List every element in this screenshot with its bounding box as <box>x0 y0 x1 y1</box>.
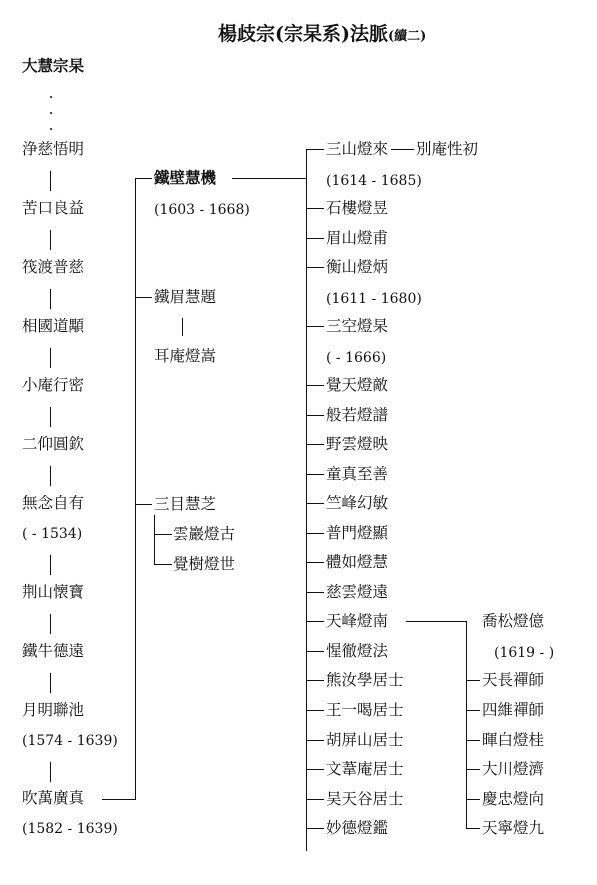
connector <box>306 621 324 622</box>
connector <box>306 592 324 593</box>
node-meishan: 眉山燈甫 <box>326 229 389 247</box>
node-tianning: 天寧燈九 <box>482 819 545 837</box>
node-dachuan: 大川燈濟 <box>482 760 545 778</box>
page-title: 楊歧宗(宗杲系)法脈(續二) <box>218 23 427 45</box>
node-miaode: 妙德燈鑑 <box>326 819 389 837</box>
node-eryang: 二仰圓欽 <box>22 435 85 453</box>
connector <box>466 769 480 770</box>
node-kukou: 苦口良益 <box>22 199 85 217</box>
node-bore: 般若燈譜 <box>326 406 389 424</box>
connector <box>50 555 51 575</box>
node-yueming: 月明聯池 <box>22 701 85 719</box>
dates-hengshan: (1611 - 1680) <box>326 291 422 307</box>
connector <box>406 621 467 622</box>
node-siwei: 四維禪師 <box>482 701 545 719</box>
node-xingche: 惺徹燈法 <box>326 642 389 660</box>
node-tongzhen: 童真至善 <box>326 465 389 483</box>
node-jingshan: 荆山懐寶 <box>22 583 85 601</box>
connector <box>306 562 324 563</box>
node-ciyun: 慈雲燈遠 <box>326 583 389 601</box>
node-wunian: 無念自有 <box>22 494 85 512</box>
connector <box>306 651 324 652</box>
connector <box>135 297 152 298</box>
connector <box>306 533 324 534</box>
connector <box>306 149 324 150</box>
connector <box>50 289 51 309</box>
node-chuiwan: 吹萬廣真 <box>22 789 85 807</box>
connector <box>466 740 480 741</box>
node-shilou: 石樓燈昱 <box>326 199 389 217</box>
connector <box>466 680 480 681</box>
connector <box>50 230 51 250</box>
dates-sanshan: (1614 - 1685) <box>326 173 422 189</box>
connector <box>306 444 324 445</box>
node-tieniu: 鐵牛德遠 <box>22 642 85 660</box>
node-jingci: 浄慈悟明 <box>22 140 85 158</box>
connector <box>306 326 324 327</box>
node-qiaosong: 喬松燈億 <box>482 612 545 630</box>
node-hupingshan: 胡屏山居士 <box>326 731 404 749</box>
node-xiangguo: 相國道顒 <box>22 317 85 335</box>
connector <box>135 178 136 800</box>
node-qingzhong: 慶忠燈向 <box>482 790 545 808</box>
connector <box>306 799 324 800</box>
connector <box>306 503 324 504</box>
connector <box>135 504 152 505</box>
node-huibai: 暉白燈桂 <box>482 731 545 749</box>
connector <box>306 238 324 239</box>
connector <box>154 534 172 535</box>
connector <box>50 673 51 693</box>
connector <box>466 621 467 829</box>
ellipsis-dot <box>50 112 52 114</box>
connector <box>306 385 324 386</box>
connector <box>50 407 51 427</box>
ellipsis-dot <box>50 96 52 98</box>
connector <box>182 318 183 336</box>
node-tianfeng: 天峰燈南 <box>326 612 389 630</box>
node-sanmu: 三目慧芝 <box>154 495 217 513</box>
connector <box>306 474 324 475</box>
connector <box>50 348 51 368</box>
dates-tiebi: (1603 - 1668) <box>154 202 250 218</box>
connector <box>135 178 152 179</box>
node-xiongru: 熊汝學居士 <box>326 671 404 689</box>
dates-wunian: ( - 1534) <box>22 526 83 542</box>
connector <box>306 208 324 209</box>
dates-chuiwan: (1582 - 1639) <box>22 821 118 837</box>
connector <box>102 799 136 800</box>
node-wenweian: 文葦庵居士 <box>326 760 404 778</box>
node-juetian: 覺天燈敵 <box>326 376 389 394</box>
node-sanshan: 三山燈來 <box>326 140 389 158</box>
node-zhufeng: 竺峰幻敏 <box>326 494 389 512</box>
node-xiaoan: 小庵行密 <box>22 376 85 394</box>
node-wangyihe: 王一喝居士 <box>326 701 404 719</box>
connector <box>154 564 172 565</box>
node-fadu: 筏渡普慈 <box>22 258 85 276</box>
connector <box>466 828 480 829</box>
connector <box>306 415 324 416</box>
connector <box>391 149 414 150</box>
connector <box>154 515 155 565</box>
node-pumen: 普門燈顯 <box>326 524 389 542</box>
connector <box>50 171 51 191</box>
connector <box>50 466 51 486</box>
connector <box>306 769 324 770</box>
node-tiru: 體如燈慧 <box>326 553 389 571</box>
connector <box>306 680 324 681</box>
connector <box>232 178 307 179</box>
node-yunyan: 雲巖燈古 <box>173 525 236 543</box>
connector <box>466 710 480 711</box>
ellipsis-dot <box>50 128 52 130</box>
node-tiemei: 鐵眉慧題 <box>154 288 217 306</box>
connector <box>306 267 324 268</box>
connector <box>306 710 324 711</box>
node-wutiangu: 吴天谷居士 <box>326 790 404 808</box>
node-yeyun: 野雲燈映 <box>326 435 389 453</box>
dates-yueming: (1574 - 1639) <box>22 733 118 749</box>
connector <box>50 614 51 634</box>
node-tianchang: 天長禪師 <box>482 671 545 689</box>
connector <box>466 799 480 800</box>
dates-qiaosong: (1619 - ) <box>494 645 555 661</box>
node-sankong: 三空燈杲 <box>326 317 389 335</box>
connector <box>306 828 324 829</box>
connector <box>306 149 307 851</box>
connector <box>306 740 324 741</box>
connector <box>50 762 51 782</box>
node-dahui: 大慧宗杲 <box>22 56 85 75</box>
node-erxian: 耳庵燈嵩 <box>154 347 217 365</box>
node-jueshu: 覺樹燈世 <box>173 555 236 573</box>
node-hengshan: 衡山燈炳 <box>326 258 389 276</box>
dates-sankong: ( - 1666) <box>326 350 387 366</box>
node-biean: 別庵性初 <box>416 140 479 158</box>
node-tiebi: 鐵壁慧機 <box>154 168 217 187</box>
